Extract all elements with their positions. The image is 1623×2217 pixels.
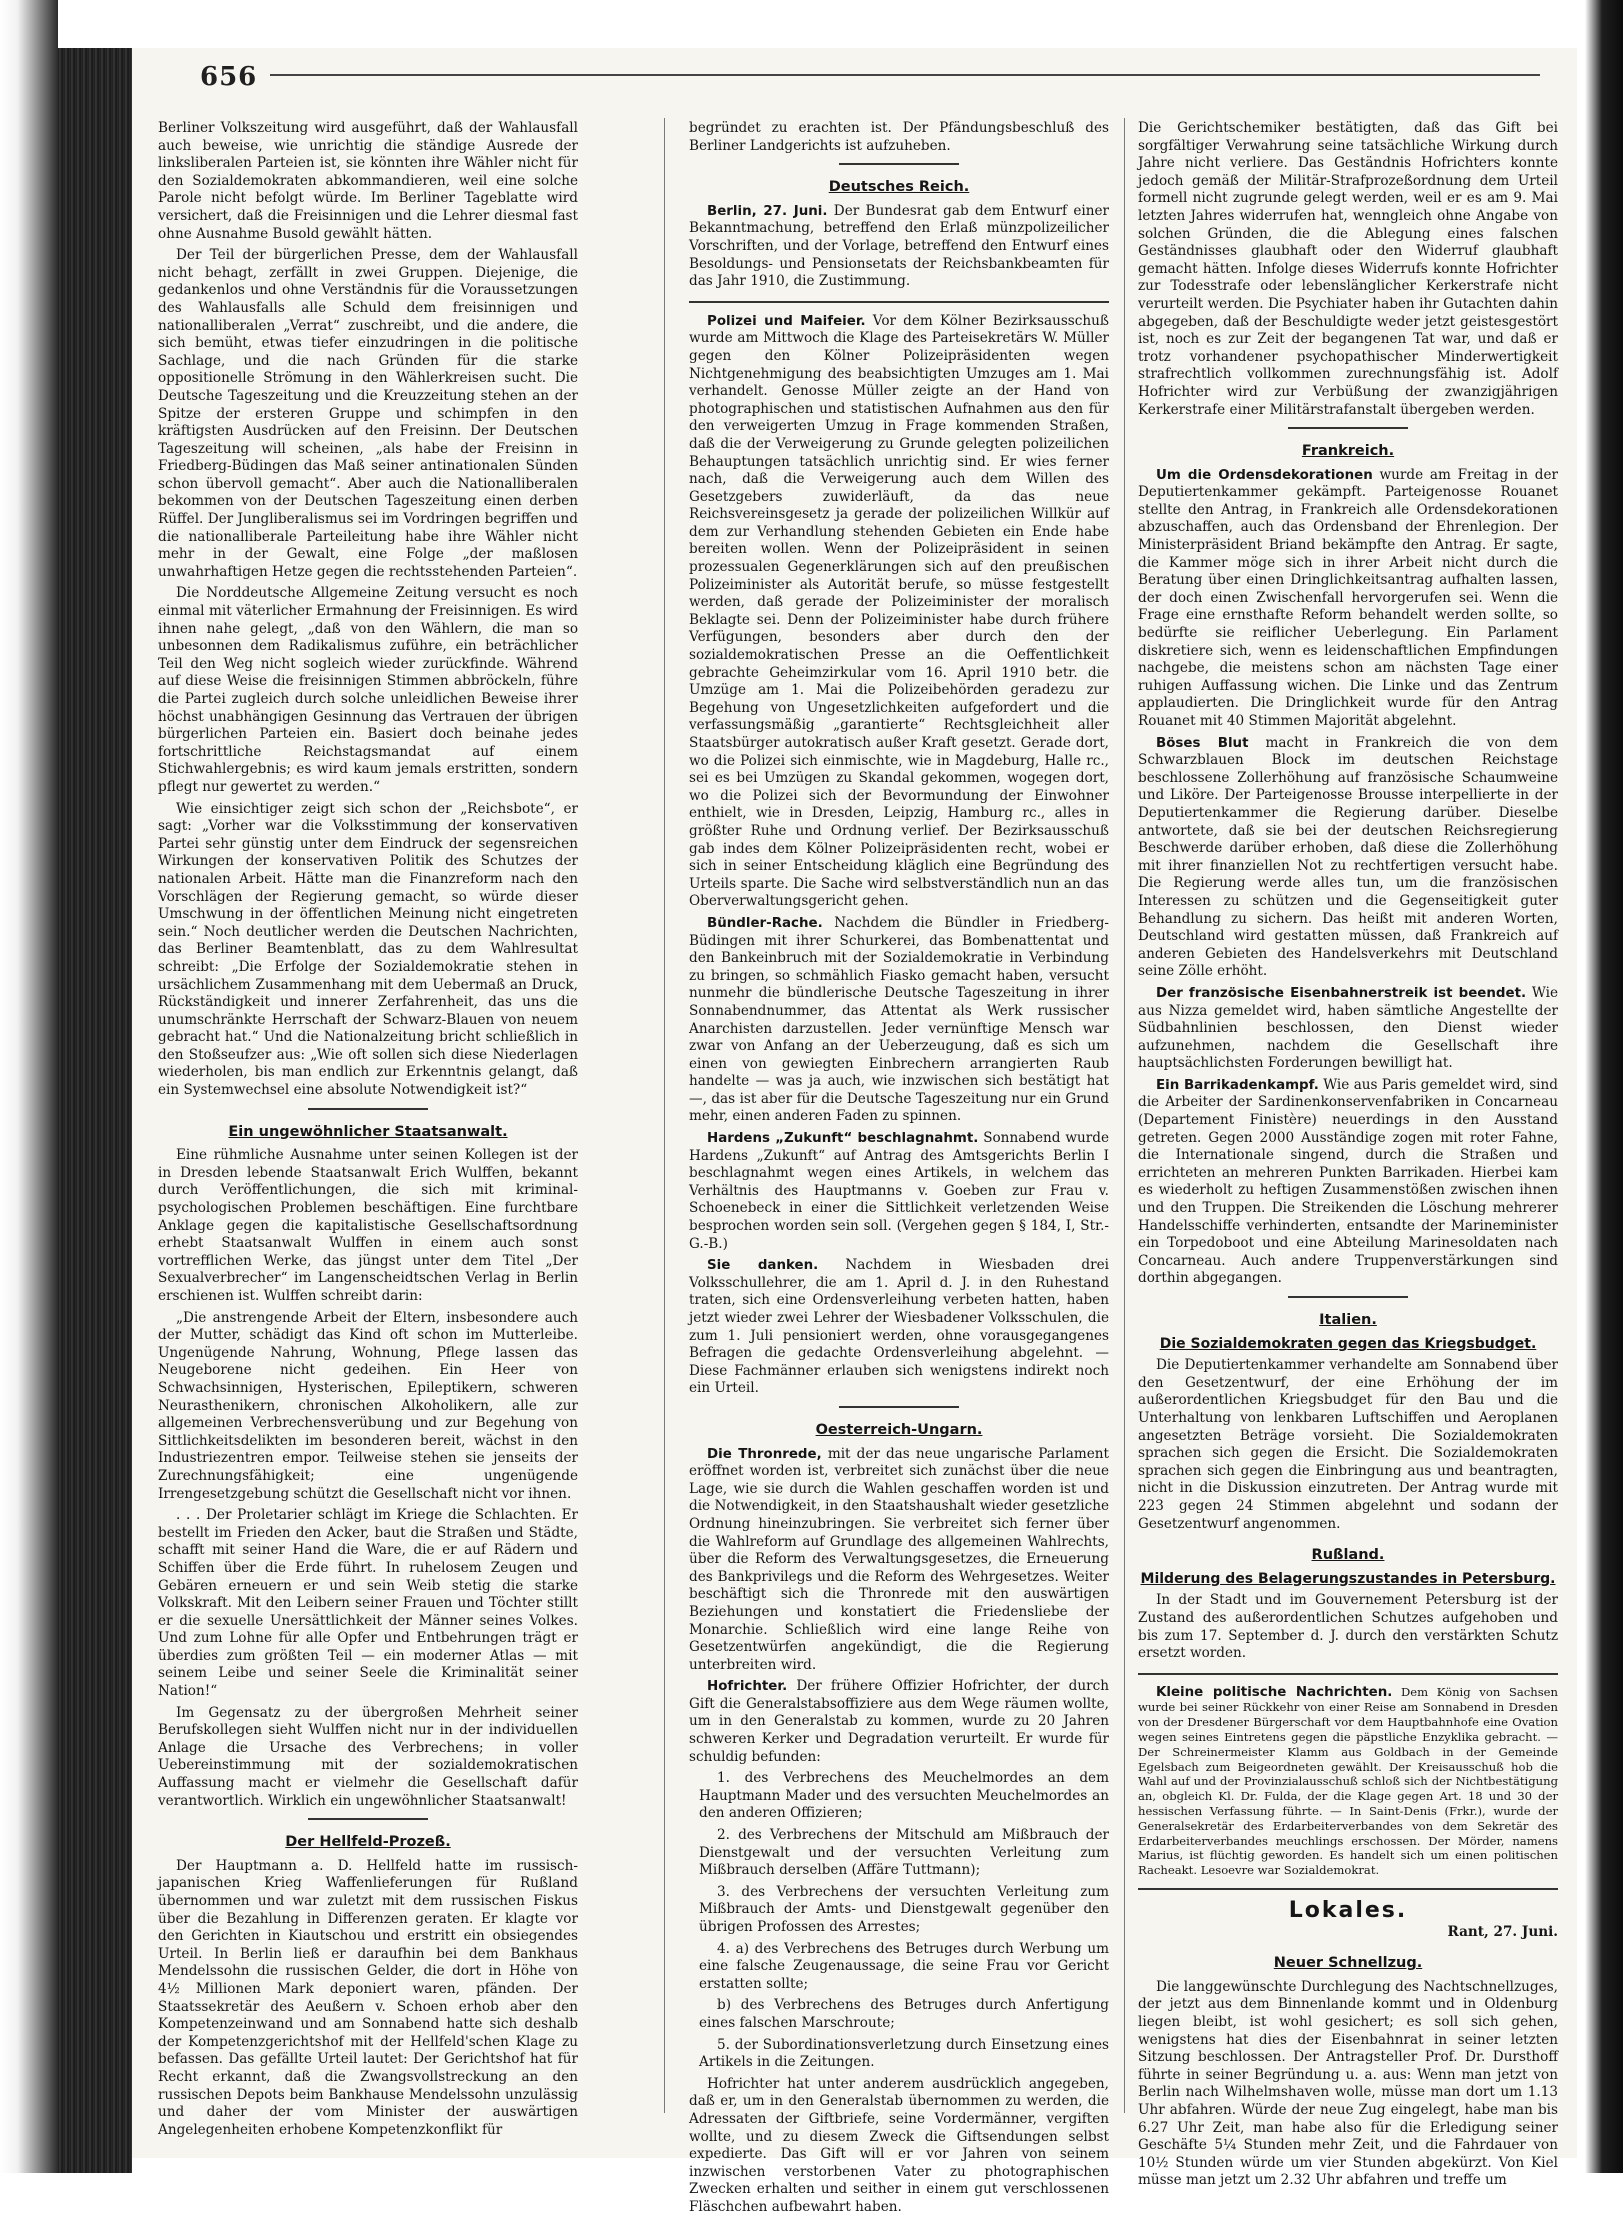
paragraph: Die Deputiertenkammer verhandelte am Sonnabend über den Gesetzentwurf, der eine Erhöhung der im außerordentlichen Kriegsbudget für den Bau und die Unterhaltung von lenkbaren Luftschiffen und Aeroplanen angesetzten Beträge vorsieht. Die Sozialdemokraten sprachen sich gegen die Ersicht. Die Sozialdemokraten sprachen sich gegen die Einbringung aus und beantragten, nicht in die Diskussion einzutreten. Der Antrag wurde mit 223 gegen 24 Stimmen abgelehnt und sodann der Gesetzentwurf angenommen. [1138,1357,1558,1532]
subheading: Milderung des Belagerungszustandes in Petersburg. [1140,1570,1556,1587]
lead-in: Die Thronrede, [707,1446,822,1462]
section-rule [308,1818,428,1820]
paragraph: Die Norddeutsche Allgemeine Zeitung versucht es noch einmal mit väterlicher Ermahnung der Freisinnigen. Es wird ihnen nahe gelegt, „daß von den Wählern, die man so unbesonnen dem Radikalismus zuführe, ein beträchlicher Teil den Weg nicht sogleich wieder zurückfinde. Während auf diese Weise die freisinnigen Stimmen abbröckeln, führe die Partei zugleich durch solche unleidlichen Beweise ihrer höchst unabhängigen Gesinnung das Vertrauen der übrigen bürgerlichen Parteien ein. Basiert doch beinahe jedes fortschrittliche Reichstagsmandat auf einem Stichwahlergebnis; es wird kaum jemals erstritten, sondern pflegt nur gewertet zu werden.“ [158,585,578,795]
separator [1138,1888,1558,1890]
section-heading: Oesterreich-Ungarn. [815,1421,983,1438]
paragraph-text: Vor dem Kölner Bezirksausschuß wurde am Mittwoch die Klage des Parteisekretärs W. Müller gegen den Kölner Polizeipräsidenten wegen Nichtgenehmigung des beabsichtigten Umzuges am 1. Mai verhandelt. Genosse Müller zeigte an der Hand von photographischen und statistischen Aufnahmen aus den für den verweigerten Umzug in Frage kommenden Straßen, daß die der Verweigerung zu Grunde gelegten polizeilichen Behauptungen tatsächlich unrichtig sind. Er wies ferner nach, daß die Verweigerung auch dem Willen des Gesetzgebers zuwiderläuft, da das neue Reichsvereinsgesetz ja gerade der polizeilichen Willkür auf dem zur Verhandlung stehenden Gebieten ein Ende habe bereiten wollen. Wenn der Polizeipräsident in seinen prozessualen Gegenerklärungen sich auf den preußischen Polizeiminister als Autorität berufe, so müsse festgestellt werden, daß gerade der Polizeiminister der moralisch Beklagte sei. Denn der Polizeiminister habe durch frühere Verfügungen, besonders aber durch den der sozialdemokratischen Presse an die Oeffentlichkeit gebrachte Geheimzirkular vom 16. April 1910 betr. die Umzüge am 1. Mai die Polizeibehörden geradezu zur Begehung von Ungesetzlichkeiten aufgefordert und die verfassungsmäßig „garantierte“ Rechtsgleichheit aller Staatsbürger autokratisch außer Kraft gesetzt. Gerade dort, wo die Polizei sich einmischte, wie in Magdeburg, Halle rc., sei es bei Umzügen zu Skandal gekommen, wogegen dort, wo die Polizei sich der Bevormundung der Einwohner enthielt, wie in Dresden, Leipzig, Hamburg rc., alles in größter Ruhe und Ordnung verlief. Der Bezirksausschuß gab indes dem Kölner Polizeipräsidenten recht, wobei er sich in seiner Entscheidung kläglich eine Begründung des Urteils sparte. Die Sache wird selbstverständlich nun an das Oberverwaltungsgericht gehen. [689,312,1109,910]
quote-paragraph: . . . Der Proletarier schlägt im Kriege die Schlachten. Er bestellt im Frieden den Acker, baut die Straßen und Städte, schafft mit seiner Hand die Ware, die er auf Rädern und Schiffen über die Erde führt. In ruhelosem Zeugen und Gebären erneuern er und sein Weib stetig die starke Volkskraft. Mit den Leibern seiner Frauen und Töchter stillt er die sexuelle Unersättlichkeit der Männer seines Volkes. Und zum Lohne für alle Opfer und Entbehrungen trägt er überdies zum größten Teil — ein moderner Atlas — mit seinem Leibe und seiner Seele die Kriminalität seiner Nation!“ [158,1507,578,1700]
column-2 [689,120,1110,2215]
list-item: b) des Verbrechens des Betruges durch Anfertigung eines falschen Marschroute; [699,1997,1109,2031]
column-divider [664,118,665,2113]
section-heading: Frankreich. [1301,443,1395,460]
paragraph: Im Gegensatz zu der übergroßen Mehrheit seiner Berufskollegen sieht Wulffen nicht nur in der individuellen Anlage die Ursache des Verbrechens; in voller Uebereinstimmung mit der sozialdemokratischen Auffassung macht er vielmehr die Gesellschaft dafür verantwortlich. Wirklich ein ungewöhnlicher Staatsanwalt! [158,1704,578,1809]
page-number: 656 [200,62,258,92]
subheading: Die Sozialdemokraten gegen das Kriegsbudget. [1159,1335,1537,1352]
paragraph-text: Sonnabend wurde Hardens „Zukunft“ auf Antrag des Amtsgerichts Berlin I beschlagnahmt wegen eines Artikels, in welchem das Verhältnis des Hauptmanns v. Goeben zur Frau v. Schoenebeck in einer die Sittlichkeit verletzenden Weise besprochen worden sein soll. (Vergehen gegen § 184, I, Str.-G.-B.) [689,1130,1109,1252]
header-rule [270,74,1540,76]
list-item: 5. der Subordinationsverletzung durch Einsetzung eines Artikels in die Zeitungen. [699,2036,1109,2071]
paragraph: In der Stadt und im Gouvernement Petersburg ist der Zustand des außerordentlichen Schutzes aufgehoben und bis zum 17. September d. J. durch den verstärkten Schutz ersetzt worden. [1138,1592,1558,1662]
paragraph-text: Wie aus Paris gemeldet wird, sind die Arbeiter der Sardinenkonservenfabriken in Concarneau (Departement Finistère) neuerdings in den Ausstand getreten. Gegen 2000 Ausständige zogen mit roter Fahne, die Internationale singend, durch die Straßen und errichteten an mehreren Punkten Barrikaden. Hierbei kam es wiederholt zu heftigen Zusammenstößen zwischen ihnen und den Truppen. Die Streikenden die Löschung mehrerer Handelsschiffe verhinderten, entsandte der Marineminister ein Torpedoboot und eine Abteilung Marinesoldaten nach Concarneau. Auch andere Truppenverstärkungen sind dorthin abgegangen. [1138,1076,1558,1287]
section-heading: Italien. [1319,1312,1377,1328]
list-item: 1. des Verbrechens des Meuchelmordes an dem Hauptmann Mader und des versuchten Meuchelmordes an den anderen Offizieren; [699,1770,1109,1822]
lead-in: Ein Barrikadenkampf. [1156,1077,1319,1093]
article-heading: Der Hellfeld-Prozeß. [285,1834,451,1851]
section-heading-large: Lokales. [1288,1898,1408,1924]
paragraph: Hofrichter hat unter anderem ausdrücklich angegeben, daß er, um in den Generalstab übernommen zu werden, die Adressaten der Giftbriefe, seine Vordermänner, vergiften wollte, und zu diesem Zweck die Giftsendungen selbst expedierte. Das Gift will er vor Jahren von seinem inzwischen verstorbenen Vater zu photographischen Zwecken erhalten und seither in einem gut verschlossenen Fläschchen aufbewahrt haben. [689,2075,1109,2215]
section-rule [839,163,959,165]
page-right-edge [1585,0,1623,2173]
paragraph-text: Nachdem in Wiesbaden drei Volksschullehrer, die am 1. April d. J. in den Ruhestand traten, sich eine Ordensverleihung verbeten hatten, haben jetzt wieder zwei Lehrer der Wiesbadener Volksschulen, die zum 1. Juli pensioniert werden, ohne vorausgegangenes Befragen die gedachte Ordensverleihung abgelehnt. — Diese Fachmänner erlauben sich wenigstens indirekt noch ein Urteil. [689,1257,1109,1397]
lead-in: Polizei und Maifeier. [707,313,866,329]
column-divider [1124,118,1125,2113]
section-rule [308,1108,428,1110]
paragraph: Berliner Volkszeitung wird ausgeführt, daß der Wahlausfall auch beweise, wie unrichtig die ständige Ausrede der linksliberalen Parteien ist, sie könnten ihre Wähler nicht für den Sozialdemokraten abkommandieren, weil eine solche Parole nicht befolgt würde. Im Berliner Tageblatte wird versichert, daß die Freisinnigen und die Lehrer diesmal fast ohne Ausnahme Busold gewählt hätten. [158,120,578,242]
section-rule [839,1406,959,1408]
lead-in: Böses Blut [1156,735,1249,751]
dateline: Rant, 27. Juni. [1447,1923,1558,1940]
section-rule [1288,1296,1408,1298]
separator [689,301,1109,303]
lead-in: Sie danken. [707,1258,819,1274]
section-heading: Rußland. [1311,1547,1385,1564]
lead-in: Kleine politische Nachrichten. [1156,1684,1393,1700]
list-item: 2. des Verbrechens der Mitschuld am Mißbrauch der Dienstgewalt und der versuchten Verleitung zum Mißbrauch derselben (Affäre Tuttmann); [699,1827,1109,1879]
paragraph-text: mit der das neue ungarische Parlament eröffnet worden ist, verbreitet sich zunächst über die neue Lage, wie sie durch die Wahlen geschaffen worden ist und die Notwendigkeit, in den Staatshaushalt wieder gesetzliche Ordnung hineinzubringen. Sie verbreitet sich ferner über die Wahlreform auf Grundlage des allgemeinen Wahlrechts, über die Reform des Verwaltungsgesetzes, die Erneuerung des Bankprivilegs und die Reform des Wehrgesetzes. Weiter beschäftigt sich die Thronrede mit den auswärtigen Beziehungen und konstatiert die Friedensliebe der Monarchie. Schließlich wird eine lange Reihe von Gesetzentwürfen angekündigt, die die Regierung unterbreiten wird. [689,1445,1109,1673]
paragraph-text: Dem König von Sachsen wurde bei seiner Rückkehr von einer Reise am Sonnabend in Dresden von der Dresdener Bürgerschaft vor dem Hauptbahnhofe eine Ovation wegen seines Eintretens gegen die päpstliche Enzyklika gebracht. — Der Schreinermeister Klamm aus Goldbach in der Gemeinde Egelsbach zum Beigeordneten gewählt. Der Kreisausschuß hob die Wahl auf und der Provinzialausschuß schloß sich der Nichtbestätigung an, obgleich Kl. Dr. Fulda, der die Klage gegen Art. 18 und 30 der hessischen Verfassung führte. — In Saint-Denis (Frkr.), wurde der Generalsekretär des Erdarbeiterverbandes von dem Sekretär des Erdarbeiterverbandes meuchlings erschossen. Der Mörder, namens Marius, ist flüchtig geworden. Es handelt sich um einen politischen Racheakt. Lesoevre war Sozialdemokrat. [1138,1684,1558,1878]
lead-in: Um die Ordensdekorationen [1156,467,1373,483]
section-heading: Deutsches Reich. [828,179,970,196]
separator [1138,1673,1558,1675]
article-heading: Neuer Schnellzug. [1273,1955,1423,1972]
dateline: Berlin, 27. Juni. [707,203,828,219]
paragraph-text: wurde am Freitag in der Deputiertenkammer gekämpft. Parteigenosse Rouanet stellte den Antrag, in Frankreich alle Ordensdekorationen abzuschaffen, auch das Ordensband der Ehrenlegion. Der Ministerpräsident Briand bekämpfte den Antrag. Er sagte, die Kammer möge sich in ihrer Arbeit nicht durch die Beratung über einen Dringlichkeitsantrag aufhalten lassen, der doch einen Zwischenfall hervorgerufen sei. Wenn die Frage eine ernsthafte Reform behandelt werden sollte, so bedürfte sie reiflicher Ueberlegung. Ein Parlament diskretiere sich, wenn es leidenschaftlichen Empfindungen nachgebe, die meistens schon am nächsten Tage einer ruhigen Auffassung wichen. Die Linke und das Zentrum applaudierten. Die Dringlichkeit wurde für den Antrag Rouanet mit 40 Stimmen Majorität abgelehnt. [1138,466,1558,729]
list-item: 3. des Verbrechens der versuchten Verleitung zum Mißbrauch der Amts- und Dienstgewalt gegenüber den übrigen Profossen des Arrestes; [699,1883,1109,1935]
paragraph: Die Gerichtschemiker bestätigten, daß das Gift bei sorgfältiger Verwahrung seine tatsächliche Wirkung durch Jahre nicht verliere. Das Geständnis Hofrichters konnte jedoch gemäß der Militär-Strafprozeßordnung dem Urteil formell nicht zugrunde gelegt werden, weil er es am 9. Mai letzten Jahres widerrufen hat, wenngleich ohne Angabe von solchen Gründen, die die Ablegung eines falschen Geständnisses glaubhaft oder den Widerruf glaubhaft gemacht hätten. Infolge dieses Widerrufs konnte Hofrichter zur Todesstrafe oder lebenslänglicher Kerkerstrafe nicht verurteilt werden. Die Psychiater haben ihr Gutachten dahin abgegeben, daß der Beschuldigte weder jetzt geistesgestört ist, noch es zur Zeit der begangenen Tat war, und daß er trotz vorhandener psychopathischer Minderwertigkeit strafrechtlich vollkommen zurechnungsfähig ist. Adolf Hofrichter wird zur Verbüßung der zwanzigjährigen Kerkerstrafe einer Militärstrafanstalt übergeben werden. [1138,120,1558,418]
paragraph-text: Der Bundesrat gab dem Entwurf einer Bekanntmachung, betreffend den Erlaß münzpolizeilicher Vorschriften, und der Vorlage, betreffend den Entwurf eines Besoldungs- und Pensionsetats der Reichsbankbeamten für das Jahr 1910, die Zustimmung. [689,202,1110,290]
paragraph: Wie einsichtiger zeigt sich schon der „Reichsbote“, er sagt: „Vorher war die Volksstimmung der konservativen Partei sehr günstig unter dem Eindruck der segensreichen Wirkungen der konservativen Politik des Schutzes der nationalen Arbeit. Hätte man die Finanzreform nach den Vorschlägen der Regierung gemacht, so würde dieser Umschwung in der öffentlichen Meinung nicht eingetreten sein.“ Noch deutlicher werden die Deutschen Nachrichten, das Berliner Beamtenblatt, das zu dem Wahlresultat schreibt: „Die Erfolge der Sozialdemokratie stehen in ursächlichem Zusammenhang mit dem Uebermaß an Druck, Rückständigkeit und innerer Zerfahrenheit, das uns die unumschränkte Herrschaft der Schwarz-Blauen von neuem gebracht hat.“ Und die Nationalzeitung bricht schließlich in den Stoßseufzer aus: „Wie oft sollen sich diese Niederlagen wiederholen, bis man endlich zur Erkenntnis gelangt, daß ein Systemwechsel eine absolute Notwendigkeit ist?“ [158,800,578,1099]
paragraph-text: macht in Frankreich die von dem Schwarzblauen Block im deutschen Reichstage beschlossene Zollerhöhung auf französische Schaumweine und Liköre. Der Parteigenosse Brousse interpellierte in der Deputiertenkammer die Regierung darüber. Dieselbe antwortete, daß sie bei der deutschen Reichsregierung Beschwerde darüber erhoben, daß diese die Zollerhöhung mit ihrer finanziellen Not zu rechtfertigen versucht habe. Die Regierung werde alles tun, um die französischen Interessen zu schützen und die Gegenseitigkeit guter Behandlung zu sichern. Das heißt mit anderen Worten, Deutschland wird gestatten müssen, daß Frankreich auf anderen Gebieten des Handelsverkehrs mit Deutschland seine Zölle erhöht. [1138,734,1559,980]
paragraph: Der Teil der bürgerlichen Presse, dem der Wahlausfall nicht behagt, zerfällt in zwei Gruppen. Diejenige, die gedankenlos und ohne Verständnis für die Voraussetzungen des Wahlausfalls alle Schuld dem freisinnigen und nationalliberalen „Verrat“ zuschreibt, und die andere, die sich bemüht, etwas tiefer einzudringen in die politische Sachlage, und die nach Gründen für die starke oppositionelle Strömung in den Wählerkreisen sucht. Die Deutsche Tageszeitung und die Kreuzzeitung stehen an der Spitze der ersteren Gruppe und schimpfen in den kräftigsten Ausdrücken auf den Freisinn. Der Deutschen Tageszeitung will scheinen, „als habe der Freisinn in Friedberg-Büdingen das Maß seiner antinationalen Sünden schon übervoll gemacht“. Aber auch die Nationalliberalen bekommen von der Deutschen Tageszeitung einen derben Rüffel. Der Jungliberalismus sei im Vordringen begriffen und die nationalliberale Parteileitung habe ihre Wähler nicht mehr in der Gewalt, eine Folge „der maßlosen unwahrhaftigen Hetze gegen die rechtsstehenden Parteien“. [158,247,578,580]
column-3 [1138,120,1559,2189]
paragraph-text: Wie aus Nizza gemeldet wird, haben sämtliche Angestellte der Südbahnlinien beschlossen, den Dienst wieder aufzunehmen, nachdem die Gesellschaft ihre hauptsächlichsten Forderungen bewilligt hat. [1138,984,1558,1072]
article-heading: Ein ungewöhnlicher Staatsanwalt. [228,1123,508,1140]
book-spine-shadow [0,0,58,2173]
paragraph-text: Nachdem die Bündler in Friedberg-Büdingen mit ihrer Schurkerei, das Bombenattentat und den Bankeinbruch mit der Sozialdemokratie in Verbindung zu bringen, so schmählich Fiasko gemacht haben, versucht nunmehr die bündlerische Deutsche Tageszeitung in ihrer Sonnabendnummer, das Attentat als Werk russischer Anarchisten darzustellen. Jeder vernünftige Mensch war zwar von Anfang an der Ueberzeugung, daß es sich um einen von gewiegten Einbrechern arrangierten Raub handelte — was ja auch, wie inzwischen sich bestätigt hat —, das ist aber für die Deutsche Tageszeitung nur ein Grund mehr, einen anderen Faden zu spinnen. [689,914,1109,1125]
paragraph: Eine rühmliche Ausnahme unter seinen Kollegen ist der in Dresden lebende Staatsanwalt Erich Wulffen, bekannt durch Veröffentlichungen, die sich mit kriminal-psychologischen Problemen beschäftigen. Eine furchtbare Anklage gegen die kapitalistische Gesellschaftsordnung erhebt Staatsanwalt Wulffen in einem auch sonst vortrefflichen Werke, das jüngst unter dem Titel „Der Sexualverbrecher“ im Langenscheidtschen Verlag in Berlin erschienen ist. Wulffen schreibt darin: [158,1147,578,1304]
paragraph-text: Der frühere Offizier Hofrichter, der durch Gift die Generalstabsoffiziere aus dem Wege räumen wollte, um in den Generalstab zu kommen, wurde zu 20 Jahren schweren Kerker und Degradation verurteilt. Er wurde für schuldig befunden: [689,1678,1110,1765]
lead-in: Bündler-Rache. [707,915,823,931]
paragraph: Die langgewünschte Durchlegung des Nachtschnellzuges, der jetzt aus dem Binnenlande kommt und in Oldenburg liegen bleibt, ist wohl gesichert; es soll sich gehen, wenigstens hat dies der Eisenbahnrat in seiner letzten Sitzung beschlossen. Der Antragsteller Prof. Dr. Dursthoff führte in seiner Begründung u. a. aus: Wenn man jetzt von Berlin nach Wilhelmshaven wolle, müsse man dort um 1.13 Uhr abfahren. Würde der neue Zug eingelegt, habe man bis 6.27 Uhr Zeit, man habe also für die Erledigung seiner Geschäfte 5¼ Stunden mehr Zeit, und die Fahrdauer von 10½ Stunden würde um vier Stunden abgekürzt. Von Kiel müsse man jetzt um 2.32 Uhr abfahren und treffe um [1138,1978,1558,2189]
section-rule [1288,427,1408,429]
lead-in: Hardens „Zukunft“ beschlagnahmt. [707,1131,979,1147]
book-binding [58,48,132,2173]
lead-in: Hofrichter. [707,1679,788,1695]
quote-paragraph: „Die anstrengende Arbeit der Eltern, insbesondere auch der Mutter, schädigt das Kind oft schon im Mutterleibe. Ungenügende Nahrung, Wohnung, Pflege lassen das Neugeborene nicht gedeihen. Ein Heer von Schwachsinnigen, Hysterischen, Epileptikern, schweren Neurasthenikern, chronischen Alkoholikern, alle zur allgemeinen Verbrechensverübung und zur Begehung von Sittlichkeitsdelikten im besonderen bereit, wächst in den Industriezentren empor. Teilweise stehen sie jenseits der Zurechnungsfähigkeit; eine ungenügende Irrengesetzgebung schützt die Gesellschaft nicht vor ihnen. [158,1309,578,1502]
lead-in: Der französische Eisenbahnerstreik ist beendet. [1156,985,1527,1001]
column-1 [158,120,578,2138]
paragraph: begründet zu erachten ist. Der Pfändungsbeschluß des Berliner Landgerichts ist aufzuheben. [689,120,1109,154]
paragraph: Der Hauptmann a. D. Hellfeld hatte im russisch-japanischen Krieg Waffenlieferungen für Rußland übernommen und war zuletzt mit dem russischen Fiskus über die Bezahlung in Differenzen geraten. Er klagte vor den Gerichten in Kiautschou und erstritt ein obsiegendes Urteil. In Berlin ließ er daraufhin bei dem Bankhaus Mendelssohn die russischen Gelder, die dort in Höhe von 4½ Millionen Mark deponiert waren, pfänden. Der Staatssekretär des Aeußern v. Schoen erhob aber den Kompetenzeinwand und am Sonnabend hatte sich deshalb der Kompetenzgerichtshof mit der Hellfeld'schen Klage zu befassen. Das gefällte Urteil lautet: Der Gerichtshof hat für Recht erkannt, daß die Zwangsvollstreckung an den russischen Depots beim Bankhause Mendelssohn unzulässig und daher der vom Minister der auswärtigen Angelegenheiten erhobene Kompetenzkonflikt für [158,1857,578,2138]
list-item: 4. a) des Verbrechens des Betruges durch Werbung um eine falsche Zeugenaussage, die seine Frau vor Gericht erstatten sollte; [699,1940,1109,1992]
